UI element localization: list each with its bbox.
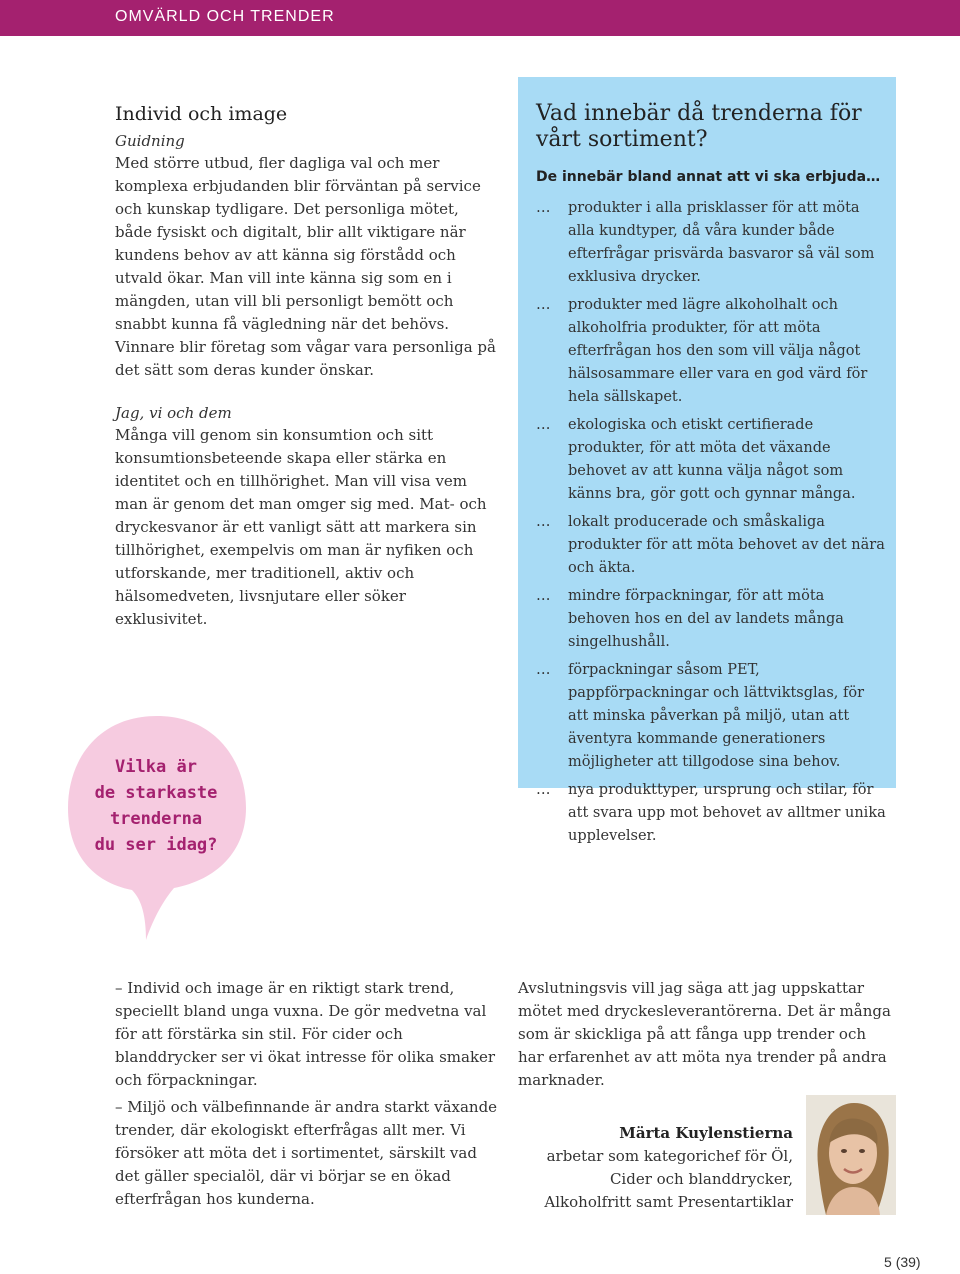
speech-bubble <box>66 712 248 942</box>
list-item-text: mindre förpackningar, för att möta behoven hos en del av landets många singelhushåll. <box>568 588 844 650</box>
list-item <box>536 511 886 580</box>
paragraph-guidning: Med större utbud, fler dagliga val och mer komplexa erbjudanden blir förväntan på service och kunskap tydligare. Det personliga mötet, både fysiskt och digitalt, blir allt viktigare när kundens behov av att känna sig förstådd och utvald ökar. Man vill inte känna sig som en i mängden, utan vill bli personligt bemött och snabbt kunna få vägledning när det behövs. Vinnare blir företag som vågar vara personliga på det sätt som deras kunder önskar. <box>115 154 496 379</box>
sortiment-box <box>518 77 896 844</box>
ellipsis-marker: … <box>536 297 551 313</box>
page-total: (39) <box>895 1254 921 1270</box>
bubble-line-2: de starkaste <box>94 783 218 803</box>
list-item-text: produkter i alla prisklasser för att möta alla kundtyper, då våra kunder både efterfrågar prisvärda basvaror så väl som exklusiva drycker. <box>568 200 875 285</box>
quote-paragraph: – Individ och image är en riktigt stark trend, speciellt bland unga vuxna. De gör medvetna val för att förstärka sin stil. För cider och blanddrycker ser vi ökat intresse för olika smaker och förpackningar. <box>115 979 496 1089</box>
author-photo <box>806 1095 896 1215</box>
offer-list <box>536 197 886 853</box>
quote-column-left <box>115 977 500 1215</box>
list-item-text: nya produkttyper, ursprung och stilar, för att svara upp mot behovet av alltmer unika upplevelser. <box>568 782 886 844</box>
list-item <box>536 414 886 506</box>
box-subheading: De innebär bland annat att vi ska erbjuda… <box>536 169 881 185</box>
list-item-text: lokalt producerade och småskaliga produkter för att möta behovet av det nära och äkta. <box>568 514 885 576</box>
list-item <box>536 294 886 409</box>
author-signature <box>518 1122 793 1214</box>
portrait-image <box>806 1095 896 1215</box>
section-title: OMVÄRLD OCH TRENDER <box>115 8 335 25</box>
article-heading: Individ och image <box>115 103 288 125</box>
author-role-line: Alkoholfritt samt Presentartiklar <box>544 1193 793 1211</box>
list-item-text: produkter med lägre alkoholhalt och alkoholfria produkter, för att möta efterfrågan hos den som vill välja något hälsosammare eller vara en god värd för hela sällskapet. <box>568 297 868 405</box>
bubble-line-1: Vilka är <box>115 757 197 777</box>
left-column <box>115 102 500 631</box>
list-item <box>536 779 886 848</box>
page-current: 5 <box>884 1254 892 1270</box>
closing-paragraph: Avslutningsvis vill jag säga att jag uppskattar mötet med dryckesleverantörerna. Det är många som är skickliga på att fånga upp trender och har erfarenhet av att möta nya trender på andra marknader. <box>518 979 891 1089</box>
list-item <box>536 197 886 289</box>
page-number <box>884 1254 921 1270</box>
ellipsis-marker: … <box>536 200 551 216</box>
subheading-identity: Jag, vi och dem <box>115 404 232 422</box>
subheading-guidning: Guidning <box>115 132 185 150</box>
list-item-text: förpackningar såsom PET, pappförpackningar och lättviktsglas, för att minska påverkan på miljö, utan att äventyra kommande generationers möjligheter att tillgodose sina behov. <box>568 662 865 770</box>
author-role-line: arbetar som kategorichef för Öl, <box>546 1147 793 1165</box>
list-item <box>536 659 886 774</box>
ellipsis-marker: … <box>536 417 551 433</box>
section-header-bar <box>0 0 960 36</box>
bubble-line-4: du ser idag? <box>94 835 218 855</box>
list-item-text: ekologiska och etiskt certifierade produkter, för att möta det växande behovet av att kunna välja något som känns bra, gör gott och gynnar många. <box>568 417 856 502</box>
bubble-line-3: trenderna <box>109 809 203 829</box>
paragraph-identity: Många vill genom sin konsumtion och sitt konsumtionsbeteende skapa eller stärka en identitet och en tillhörighet. Man vill visa vem man är genom det man omger sig med. Mat- och dryckesvanor är ett vanligt sätt att markera sin tillhörighet, exempelvis om man är nyfiken och utforskande, mer traditionell, aktiv och hälsomedveten, livsnjutare eller söker exklusivitet. <box>115 426 487 628</box>
quote-paragraph: – Miljö och välbefinnande är andra starkt växande trender, där ekologiskt efterfrågas allt mer. Vi försöker att möta det i sortimentet, särskilt vad det gäller specialöl, där vi börjar se en ökad efterfrågan hos kunderna. <box>115 1098 498 1208</box>
list-item <box>536 585 886 654</box>
author-name: Märta Kuylenstierna <box>619 1124 793 1142</box>
box-heading: Vad innebär då trenderna för vårt sortiment? <box>536 101 862 152</box>
bubble-question <box>66 754 246 858</box>
ellipsis-marker: … <box>536 588 551 604</box>
ellipsis-marker: … <box>536 514 551 530</box>
author-role-line: Cider och blanddrycker, <box>609 1170 793 1188</box>
ellipsis-marker: … <box>536 782 551 798</box>
ellipsis-marker: … <box>536 662 551 678</box>
quote-column-right <box>518 977 896 1096</box>
